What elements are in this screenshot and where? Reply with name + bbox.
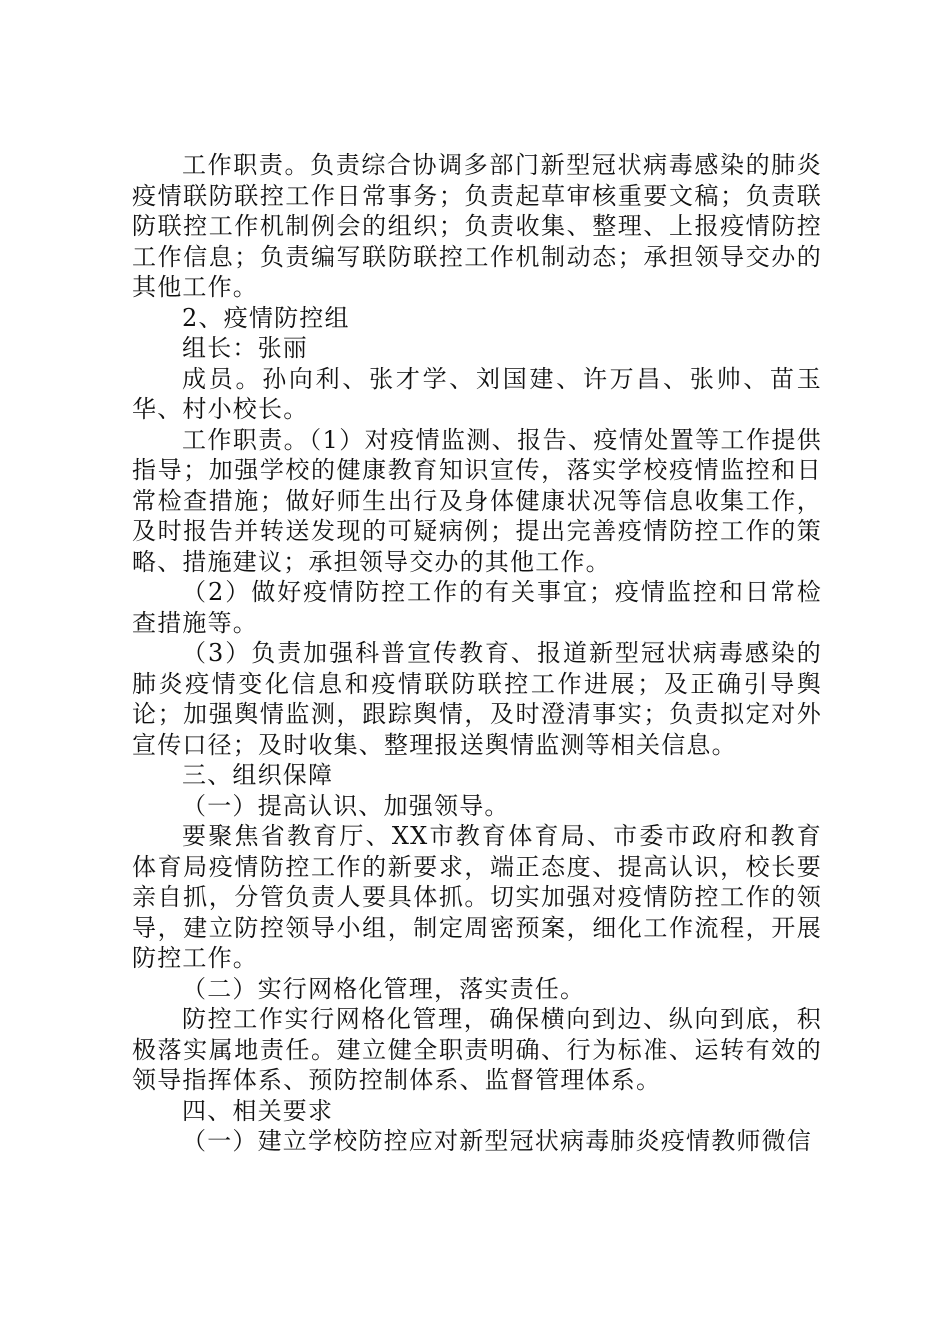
subheading-raise-awareness: （一）提高认识、加强领导。 [182,791,510,820]
paragraph-office-duties: 工作职责。负责综合协调多部门新型冠状病毒感染的肺炎疫情联防联控工作日常事务；负责起草审核重要文稿；负责联防联控工作机制例会的组织；负责收集、整理、上报疫情防控工作信息；负责编写联防联控工作机制动态；承担领导交办的其他工作。 [132,151,822,301]
paragraph-grid-management: 防控工作实行网格化管理，确保横向到边、纵向到底，积极落实属地责任。建立健全职责明确、行为标准、运转有效的领导指挥体系、预防控制体系、监督管理体系。 [132,1005,822,1094]
paragraph-control-duties-2: （2）做好疫情防控工作的有关事宜；疫情监控和日常检查措施等。 [132,578,822,637]
heading-related-requirements: 四、相关要求 [182,1096,334,1125]
heading-organizational-guarantee: 三、组织保障 [182,761,334,789]
paragraph-wechat-group: （一）建立学校防控应对新型冠状病毒肺炎疫情教师微信 [182,1127,812,1155]
group-members-line: 成员。孙向利、张才学、刘国建、许万昌、张帅、苗玉华、村小校长。 [132,364,822,423]
heading-epidemic-control-group: 2、疫情防控组 [182,303,350,332]
paragraph-raise-awareness: 要聚焦省教育厅、XX市教育体育局、市委市政府和教育体育局疫情防控工作的新要求，端正态度、提高认识，校长要亲自抓，分管负责人要具体抓。切实加强对疫情防控工作的领导，建立防控领导小组，制定周密预案，细化工作流程，开展防控工作。 [132,822,822,972]
document-body [132,150,822,1157]
paragraph-control-duties-3: （3）负责加强科普宣传教育、报道新型冠状病毒感染的肺炎疫情变化信息和疫情联防联控工作进展；及正确引导舆论；加强舆情监测，跟踪舆情，及时澄清事实；负责拟定对外宣传口径；及时收集、整理报送舆情监测等相关信息。 [132,639,822,759]
paragraph-control-duties-1: 工作职责。（1）对疫情监测、报告、疫情处置等工作提供指导；加强学校的健康教育知识宣传，落实学校疫情监控和日常检查措施；做好师生出行及身体健康状况等信息收集工作，及时报告并转送发现的可疑病例；提出完善疫情防控工作的策略、措施建议；承担领导交办的其他工作。 [132,425,822,576]
group-leader-line: 组长：张丽 [182,334,308,362]
subheading-grid-management: （二）实行网格化管理，落实责任。 [182,974,586,1003]
